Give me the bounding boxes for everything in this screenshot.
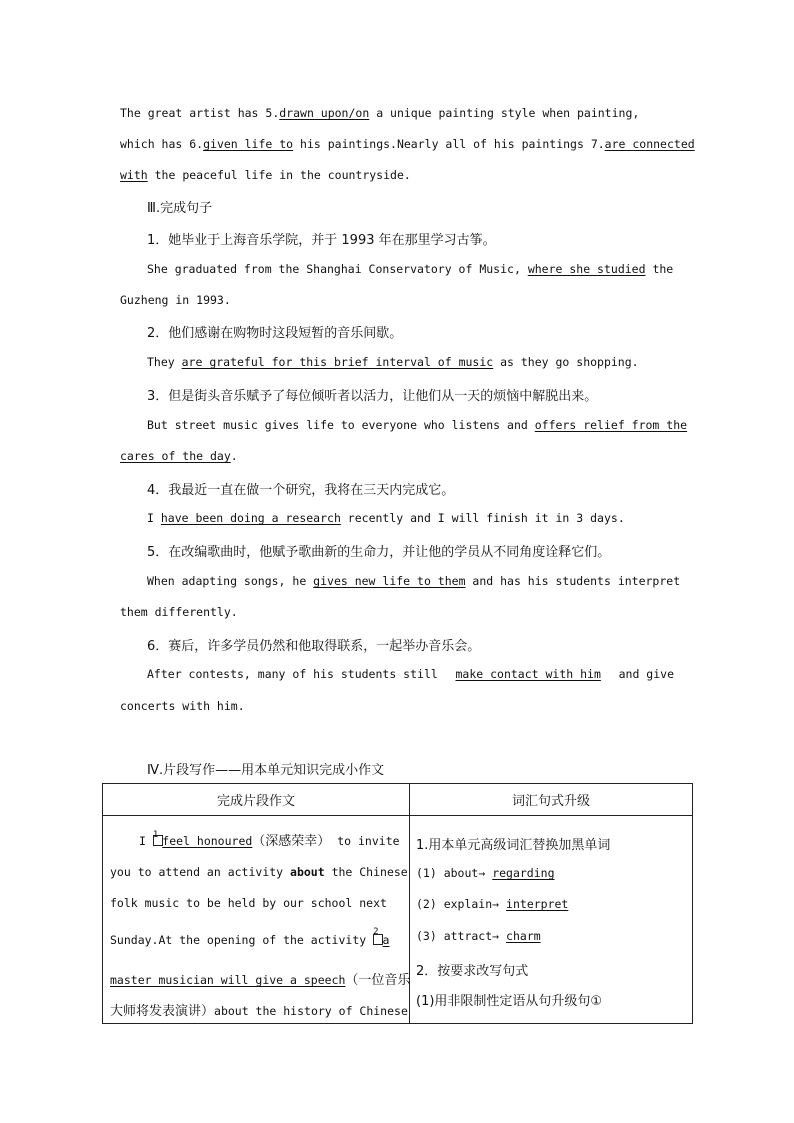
writing-line-4: Sunday.At the opening of the activity $^2$a xyxy=(110,927,390,947)
arrow-right-icon: → xyxy=(492,929,500,943)
s5-english-line1: When adapting songs, he gives new life to them and has his students interpret xyxy=(147,574,681,588)
upgrade-answer-2: interpret xyxy=(506,897,569,911)
s4-answer: have been doing a research xyxy=(160,511,341,525)
answer-5: drawn upon/on xyxy=(279,106,370,120)
s3-english-line2: cares of the day. xyxy=(120,449,238,463)
writing-line-3: folk music to be held by our school next xyxy=(110,896,387,910)
s6-english-line1: After contests, many of his students still make contact with him and give xyxy=(147,667,674,681)
para-line-2: which has 6.given life to his paintings.Nearly all of his paintings 7.are connected xyxy=(120,137,695,151)
s3-answer-b: cares of the day xyxy=(120,449,231,463)
bold-word-about: about xyxy=(290,865,325,879)
s5-answer: gives new life to them xyxy=(313,574,466,588)
s4-chinese: 4．我最近一直在做一个研究，我将在三天内完成它。 xyxy=(147,483,455,498)
upgrade-row-1: (1) about→ regarding xyxy=(416,866,555,880)
s2-english: They are grateful for this brief interval of music as they go shopping. xyxy=(147,355,639,369)
section3-heading: Ⅲ.完成句子 xyxy=(147,201,213,216)
s1-chinese: 1．她毕业于上海音乐学院，并于 1993 年在那里学习古筝。 xyxy=(147,233,496,248)
upgrade-answer-3: charm xyxy=(506,929,541,943)
writing-answer-2a: a xyxy=(382,933,390,947)
para-line-1 xyxy=(120,106,674,120)
answer-6: given life to xyxy=(203,137,294,151)
upgrade-cell xyxy=(410,816,693,1024)
writing-answer-1: feel honoured xyxy=(162,834,253,848)
writing-line-1: I $^1$ feel honoured（深感荣幸） to invite xyxy=(139,830,400,849)
s5-english-line2: them differently. xyxy=(120,605,238,619)
writing-line-6: 大师将发表演讲）about the history of Chinese xyxy=(110,1004,408,1019)
s6-answer: make contact with him xyxy=(455,667,601,681)
answer-7b: with xyxy=(120,168,148,182)
s2-answer: are grateful for this brief interval of music xyxy=(181,355,494,369)
upgrade-heading-2: 2．按要求改写句式 xyxy=(416,964,529,979)
upgrade-heading-1: 1.用本单元高级词汇替换加黑单词 xyxy=(416,838,611,853)
s1-answer: where she studied xyxy=(527,262,646,276)
upgrade-row-3: (3) attract→ charm xyxy=(416,929,541,943)
s5-chinese: 5．在改编歌曲时，他赋予歌曲新的生命力，并让他的学员从不同角度诠释它们。 xyxy=(147,545,611,560)
s1-english-line1: She graduated from the Shanghai Conservatory of Music, where she studied the xyxy=(147,262,674,276)
arrow-right-icon: → xyxy=(478,866,486,880)
s3-english-line1: But street music gives life to everyone who listens and offers relief from the xyxy=(147,418,688,432)
col-header-writing: 完成片段作文 xyxy=(103,784,410,816)
col-header-upgrade: 词汇句式升级 xyxy=(410,784,693,816)
s3-answer-a: offers relief from the xyxy=(534,418,688,432)
upgrade-heading-3: (1)用非限制性定语从句升级句① xyxy=(416,994,603,1009)
answer-7a: are connected xyxy=(604,137,695,151)
writing-table xyxy=(102,783,693,1024)
s2-chinese: 2．他们感谢在购物时这段短暂的音乐间歇。 xyxy=(147,326,403,341)
upgrade-row-2: (2) explain→ interpret xyxy=(416,897,569,911)
para-line-3: with the peaceful life in the countryside. xyxy=(120,168,411,182)
writing-cell xyxy=(103,816,410,1024)
s1-english-line2: Guzheng in 1993. xyxy=(120,293,231,307)
s6-chinese: 6．赛后，许多学员仍然和他取得联系，一起举办音乐会。 xyxy=(147,639,481,654)
upgrade-answer-1: regarding xyxy=(492,866,555,880)
writing-line-5: master musician will give a speech（一位音乐 xyxy=(110,973,411,988)
writing-answer-2b: master musician will give a speech xyxy=(110,973,346,987)
s3-chinese: 3．但是街头音乐赋予了每位倾听者以活力，让他们从一天的烦恼中解脱出来。 xyxy=(147,389,598,404)
s4-english: I have been doing a research recently and I will finish it in 3 days. xyxy=(147,511,625,525)
s6-english-line2: concerts with him. xyxy=(120,699,245,713)
text-segment: The great artist has 5.drawn upon/on a unique painting style when painting, xyxy=(120,106,640,120)
section4-heading: Ⅳ.片段写作——用本单元知识完成小作文 xyxy=(147,763,385,778)
arrow-right-icon: → xyxy=(492,897,500,911)
writing-line-2: you to attend an activity about the Chinese xyxy=(110,865,408,879)
